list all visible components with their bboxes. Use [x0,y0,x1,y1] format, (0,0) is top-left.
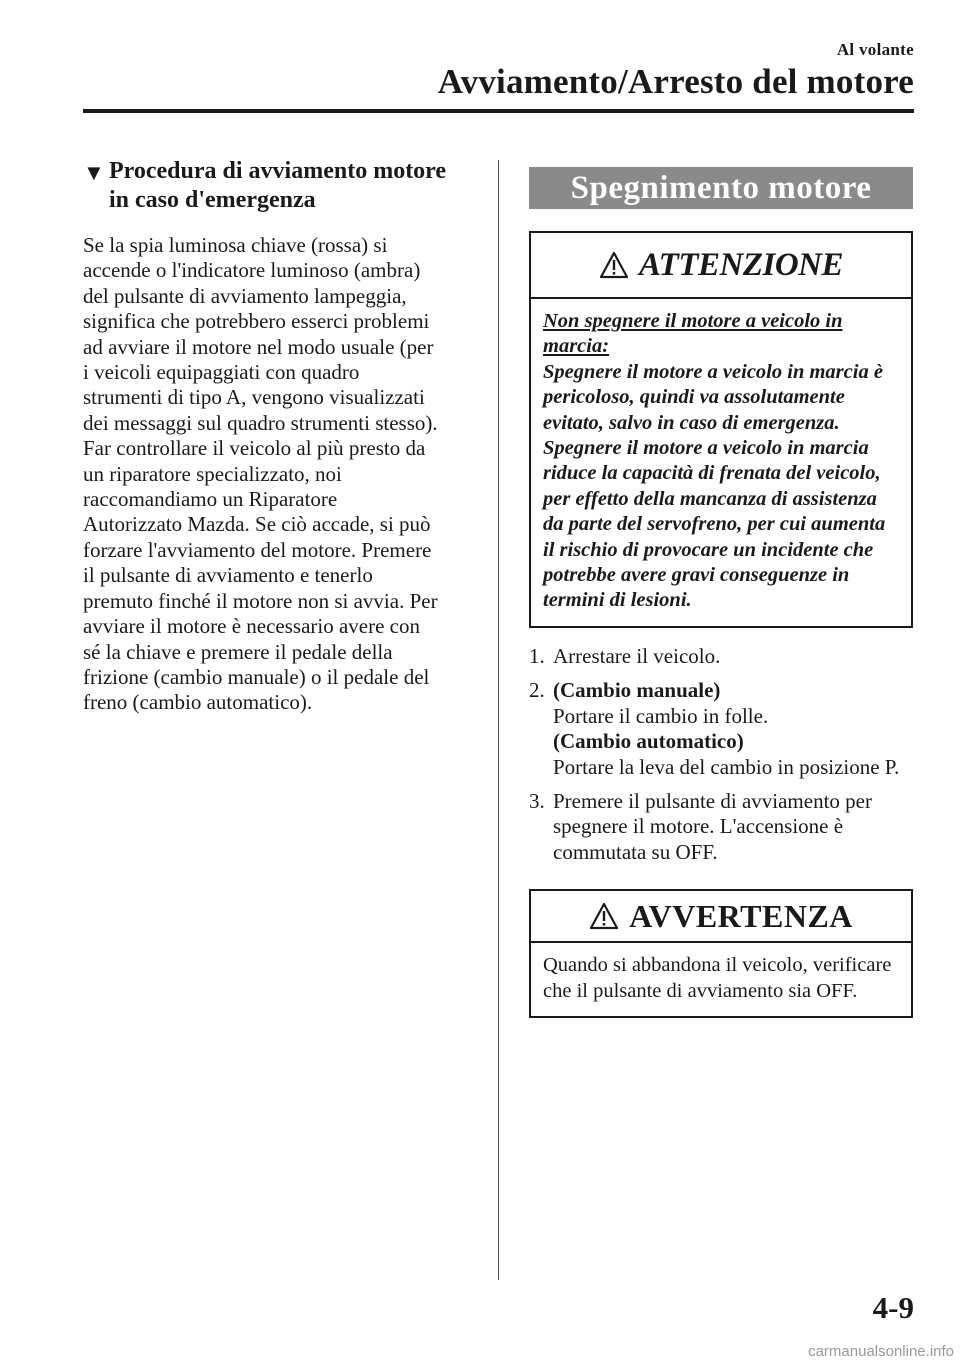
notice-title: AVVERTENZA [629,897,853,934]
step-text: Arrestare il veicolo. [553,643,721,668]
automatic-gearbox-text: Portare la leva del cambio in posizione P. [553,754,900,779]
emergency-start-heading-text: Procedura di avviamento motore in caso d'emergenza [109,158,447,213]
step-text: Premere il pulsante di avviamento per spegnere il motore. L'accensione è commutata su OFF. [553,788,872,864]
caution-title: ATTENZIONE [638,246,844,283]
caution-lead: Non spegnere il motore a veicolo in marcia: [543,310,843,358]
triangle-down-icon: ▼ [83,160,105,185]
step-item [529,678,913,780]
step-number: 2. [529,678,545,703]
right-column [529,167,913,1018]
warning-triangle-icon [589,902,619,930]
watermark: carmanualsonline.info [808,1343,954,1360]
step-text [553,678,913,780]
page-number: 4-9 [872,1290,914,1325]
column-divider [498,160,499,1280]
left-column [83,157,483,716]
step-item [529,789,913,865]
caution-header [531,233,911,299]
notice-box [529,889,913,1018]
notice-text: Quando si abbandona il veicolo, verificare che il pulsante di avviamento sia OFF. [543,954,892,1002]
section-title-bar: Spegnimento motore [529,167,913,209]
manual-gearbox-text: Portare il cambio in folle. [553,703,769,728]
notice-header [531,891,911,943]
header-rule [83,109,914,113]
automatic-gearbox-label: (Cambio automatico) [553,729,744,754]
caution-box [529,231,913,628]
caution-text: Spegnere il motore a veicolo in marcia è pericoloso, quindi va assolutamente evitato, salvo in caso di emergenza. Spegnere il motore a veicolo in marcia riduce la capacità di frenata del veicolo, per effetto della mancanza di assistenza da parte del servofreno, per cui aumenta il rischio di provocare un incidente che potrebbe avere gravi conseguenze in termini di lesioni. [543,360,886,612]
chapter-label: Al volante [836,40,914,59]
caution-body [531,299,911,626]
page-title: Avviamento/Arresto del motore [437,62,914,101]
step-item [529,644,913,669]
emergency-start-heading [83,157,483,215]
step-number: 1. [529,643,545,668]
warning-triangle-icon [599,251,629,279]
step-number: 3. [529,788,545,813]
emergency-start-paragraph: Se la spia luminosa chiave (rossa) si accende o l'indicatore luminoso (ambra) del pulsante di avviamento lampeggia, significa che potrebbero esserci problemi ad avviare il motore nel modo usuale (per i veicoli equipaggiati con quadro strumenti di tipo A, vengono visualizzati dei messaggi sul quadro strumenti stesso). Far controllare il veicolo al più presto da un riparatore specializzato, noi raccomandiamo un Riparatore Autorizzato Mazda. Se ciò accade, si può forzare l'avviamento del motore. Premere il pulsante di avviamento e tenerlo premuto finché il motore non si avvia. Per avviare il motore è necessario avere con sé la chiave e premere il pedale della frizione (cambio manuale) o il pedale del freno (cambio automatico). [83,233,438,715]
steps-list [529,644,913,865]
manual-gearbox-label: (Cambio manuale) [553,678,721,703]
